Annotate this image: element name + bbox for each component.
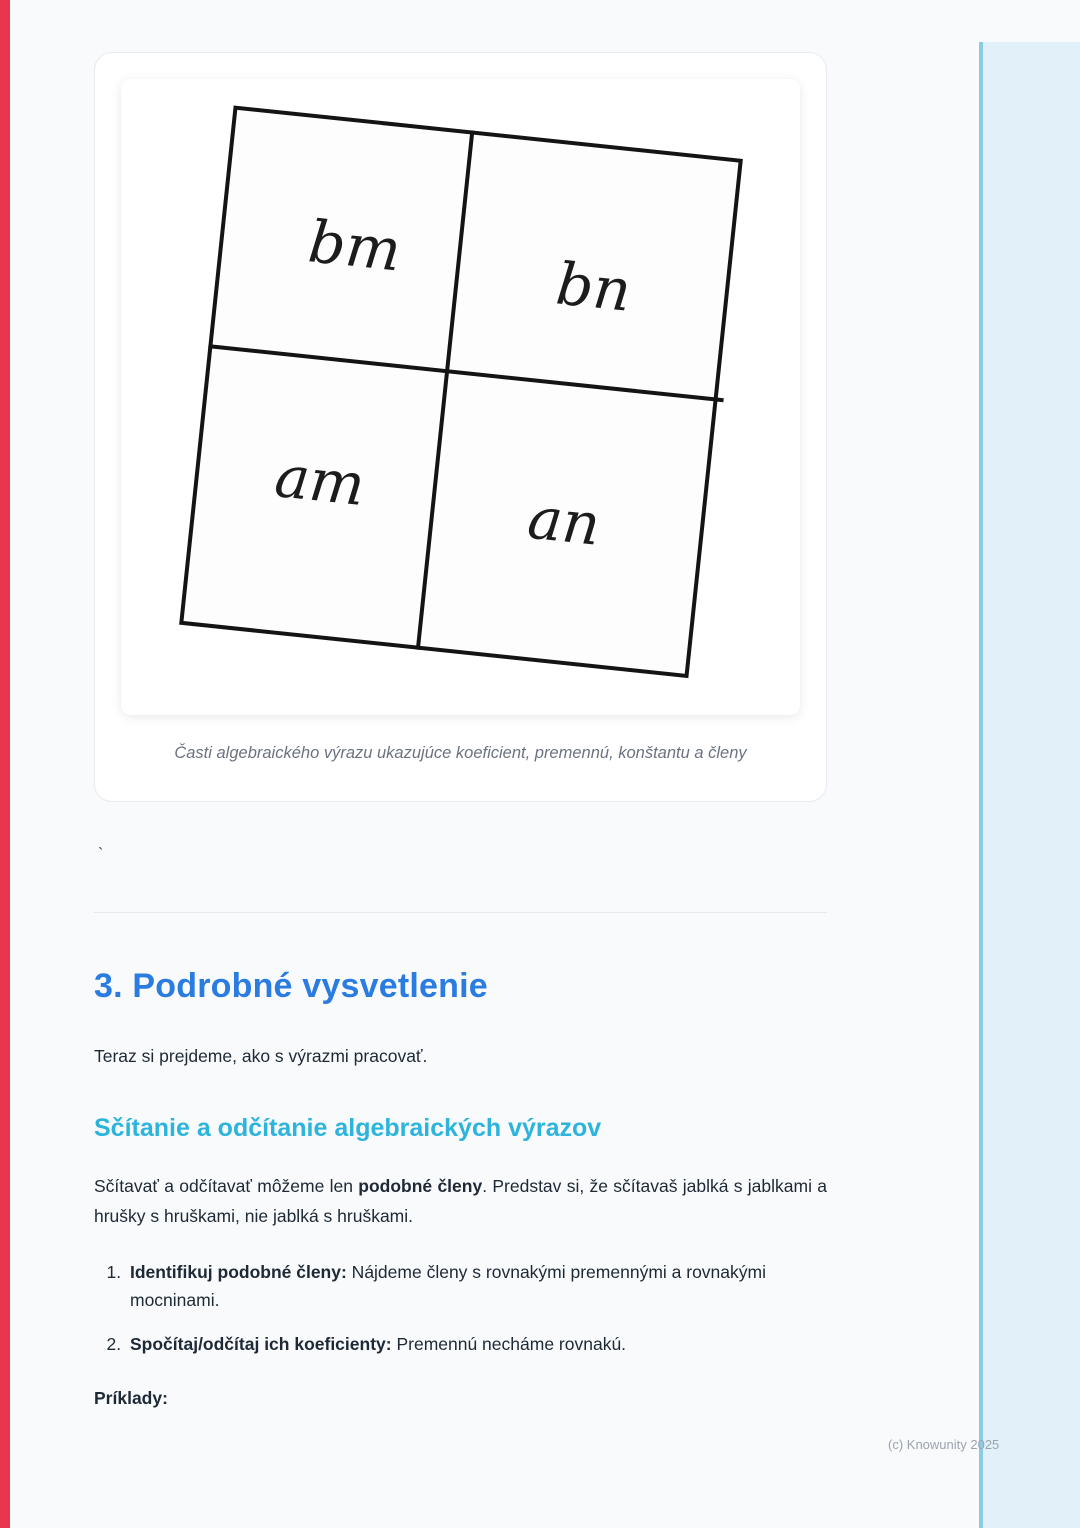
paragraph-text-pre: Sčítavať a odčítavať môžeme len bbox=[94, 1175, 359, 1196]
stray-backtick: ` bbox=[98, 845, 104, 863]
content-column bbox=[94, 0, 827, 1409]
intro-paragraph: Teraz si prejdeme, ako s výrazmi pracovať. bbox=[94, 1045, 428, 1066]
section-divider bbox=[94, 912, 827, 913]
list-item-text: Premennú necháme rovnakú. bbox=[391, 1333, 627, 1354]
list-item bbox=[126, 1258, 827, 1314]
grid-horizontal-line bbox=[208, 345, 724, 403]
list-item-lead: Identifikuj podobné členy: bbox=[130, 1261, 347, 1282]
figure-caption: Časti algebraického výrazu ukazujúce koeficient, premennú, konštantu a členy bbox=[174, 744, 747, 762]
figure-card bbox=[94, 52, 827, 802]
subsection-heading: Sčítanie a odčítanie algebraických výrazov bbox=[94, 1113, 602, 1142]
quadrant-top-left-label: bm bbox=[304, 207, 404, 285]
quadrant-bottom-left-label: am bbox=[271, 441, 368, 519]
quadrant-bottom-right-label: an bbox=[524, 483, 603, 560]
examples-label: Príklady: bbox=[94, 1387, 168, 1408]
body-paragraph bbox=[94, 1171, 827, 1232]
accent-bar bbox=[0, 0, 10, 1528]
paragraph-text-post: . Predstav si, že sčítavaš jablká s jablkami a hrušky s hruškami, nie jablká s hruškami. bbox=[94, 1175, 828, 1227]
list-item-lead: Spočítaj/odčítaj ich koeficienty: bbox=[130, 1333, 392, 1354]
grid-vertical-line bbox=[416, 130, 475, 650]
copyright-note: (c) Knowunity 2025 bbox=[888, 1437, 1000, 1452]
section-heading: 3. Podrobné vysvetlenie bbox=[94, 966, 488, 1005]
figure-image bbox=[121, 79, 800, 715]
list-item bbox=[126, 1330, 827, 1358]
next-page-edge bbox=[979, 42, 1080, 1528]
ordered-list bbox=[94, 1258, 827, 1358]
quadrant-top-right-label: bn bbox=[552, 249, 634, 325]
list-item-text: Nájdeme členy s rovnakými premennými a rovnakými mocninami. bbox=[130, 1261, 766, 1310]
bold-term: podobné členy bbox=[358, 1175, 483, 1196]
grid-square bbox=[179, 105, 743, 678]
